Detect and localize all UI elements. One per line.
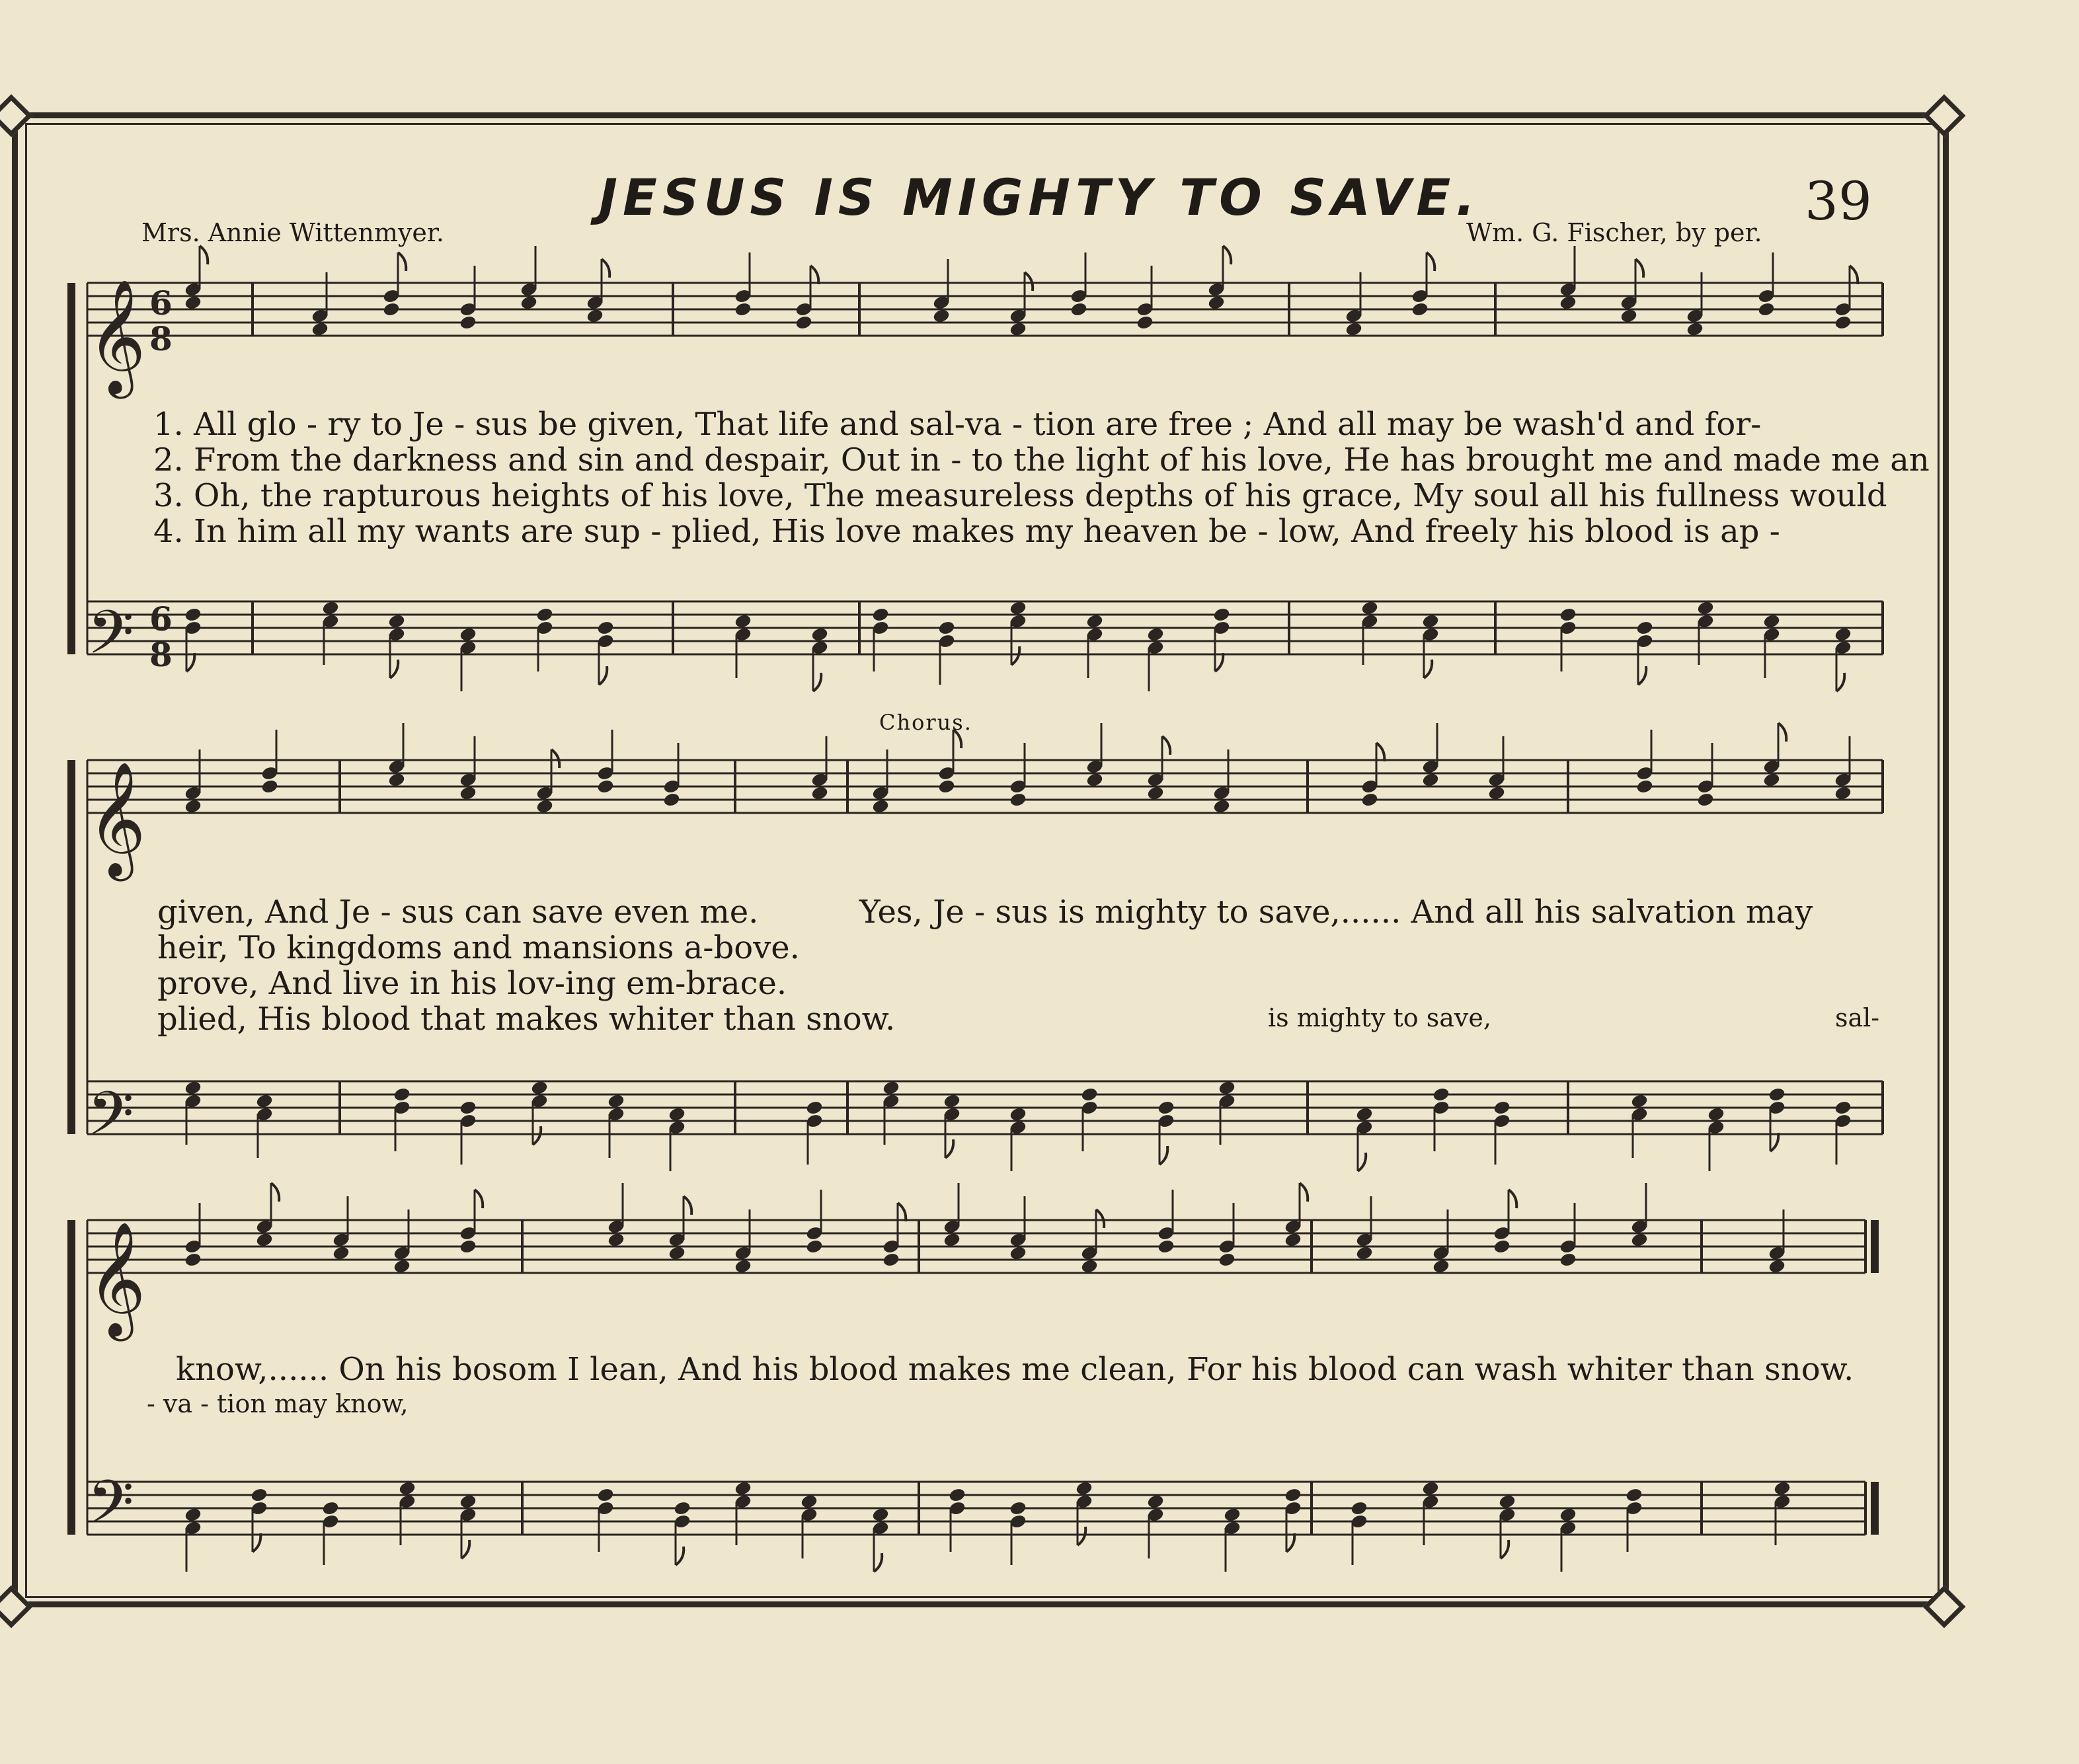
note-head: [883, 1252, 900, 1268]
note-head: [520, 295, 537, 311]
note-head: [1356, 1246, 1373, 1261]
note-flag: [551, 749, 559, 768]
note-head: [1009, 1107, 1027, 1122]
lyricist-credit: Mrs. Annie Wittenmyer.: [141, 218, 444, 247]
note-head: [949, 1488, 966, 1503]
note-head: [1626, 1488, 1643, 1503]
note-head: [1768, 1087, 1785, 1102]
note-head: [943, 1094, 961, 1109]
note-flag: [200, 246, 208, 264]
note-head: [459, 315, 477, 330]
note-flag: [398, 252, 406, 271]
note-head: [1284, 1488, 1302, 1503]
note-head: [1559, 607, 1577, 623]
note-head: [1631, 1233, 1648, 1248]
note-head: [333, 1246, 350, 1261]
bass-clef-icon: 𝄢: [87, 1079, 134, 1163]
note-head: [184, 295, 202, 311]
note-head: [1631, 1094, 1648, 1109]
note-head: [608, 1094, 625, 1109]
note-flag: [1096, 1209, 1104, 1228]
note-head: [811, 786, 828, 801]
note-head: [938, 621, 955, 636]
time-signature-top: 6: [149, 599, 173, 638]
verse-1: 1. All glo - ry to Je - sus be given, That life and sal-va - tion are free ; And all may be wash'd and for-: [153, 406, 1762, 443]
note-head: [1157, 1100, 1175, 1116]
note-head: [734, 614, 752, 629]
note-head: [1411, 302, 1429, 317]
note-head: [1422, 773, 1439, 788]
chorus-lyric-line-1: Yes, Je - sus is mighty to save,...... And all his salvation may: [859, 894, 1813, 931]
note-head: [393, 1087, 411, 1102]
note-flag: [1215, 653, 1223, 671]
note-head: [1081, 1087, 1098, 1102]
note-head: [1834, 786, 1852, 801]
note-head: [1147, 627, 1164, 642]
note-flag: [898, 1203, 906, 1221]
note-head: [674, 1501, 691, 1516]
note-head: [184, 799, 202, 814]
note-head: [399, 1481, 416, 1496]
chorus-bass-lyric-1: is mighty to save,: [1268, 1003, 1491, 1032]
note-head: [459, 1239, 477, 1254]
time-signature-top: 6: [149, 284, 173, 323]
note-head: [806, 1239, 823, 1254]
verse-2: 2. From the darkness and sin and despair, Out in - to the light of his love, He has brought me and made me an: [153, 441, 1930, 479]
treble-clef-icon: 𝄞: [87, 761, 146, 876]
note-flag: [1011, 646, 1019, 665]
note-head: [872, 1508, 889, 1523]
note-head: [1834, 315, 1852, 330]
note-head: [251, 1488, 268, 1503]
time-signature-bottom: 8: [149, 319, 173, 358]
note-flag: [1358, 1153, 1366, 1171]
note-head: [1351, 1501, 1368, 1516]
note-flag: [1850, 266, 1858, 284]
note-head: [1070, 302, 1087, 317]
note-flag: [461, 1540, 469, 1558]
note-head: [1224, 1508, 1241, 1523]
note-head: [1499, 1494, 1516, 1510]
note-head: [608, 1233, 625, 1248]
note-head: [801, 1494, 818, 1510]
note-flag: [602, 259, 609, 278]
note-head: [734, 1481, 752, 1496]
note-head: [938, 779, 955, 794]
verse-3-ending: prove, And live in his lov-ing em-brace.: [157, 965, 787, 1002]
note-flag: [1778, 723, 1786, 742]
note-head: [256, 1233, 273, 1248]
note-head: [943, 1233, 961, 1248]
note-flag: [810, 266, 818, 284]
note-head: [459, 786, 477, 801]
note-head: [388, 773, 405, 788]
treble-clef-icon: 𝄞: [87, 279, 146, 394]
note-head: [322, 1501, 339, 1516]
note-head: [1213, 607, 1230, 623]
note-head: [1076, 1481, 1093, 1496]
note-head: [811, 627, 828, 642]
note-head: [1686, 322, 1704, 337]
note-flag: [390, 660, 398, 678]
note-head: [1009, 1501, 1027, 1516]
note-flag: [1286, 1533, 1294, 1552]
note-head: [795, 315, 812, 330]
note-head: [1636, 621, 1653, 636]
note-head: [1157, 1239, 1175, 1254]
note-head: [1559, 1252, 1577, 1268]
note-flag: [1427, 252, 1434, 271]
note-head: [1081, 1259, 1098, 1274]
note-head: [1620, 309, 1637, 324]
verse-3: 3. Oh, the rapturous heights of his love, The measureless depths of his grace, My soul all his fullness would: [153, 477, 1887, 514]
note-head: [261, 779, 278, 794]
note-head: [1768, 1259, 1785, 1274]
note-flag: [1635, 259, 1643, 278]
note-flag: [1162, 736, 1170, 755]
note-head: [459, 1100, 477, 1116]
note-head: [393, 1259, 411, 1274]
note-head: [872, 607, 889, 623]
chorus-bass-lyric-2: - va - tion may know,: [147, 1389, 409, 1418]
note-flag: [1501, 1540, 1509, 1558]
note-head: [1147, 1494, 1164, 1510]
note-flag: [1300, 1183, 1308, 1202]
note-flag: [1770, 1133, 1778, 1151]
note-head: [1636, 779, 1653, 794]
note-flag: [1836, 673, 1844, 691]
chorus-lyric-line-2: know,...... On his bosom I lean, And his blood makes me clean, For his blood can wash whiter than snow.: [176, 1351, 1854, 1388]
note-head: [1009, 1246, 1027, 1261]
note-head: [1345, 322, 1362, 337]
note-head: [1284, 1233, 1302, 1248]
note-head: [1834, 1100, 1852, 1116]
note-head: [1356, 1107, 1373, 1122]
note-flag: [945, 1139, 953, 1158]
note-head: [1218, 1081, 1236, 1096]
note-head: [1559, 1508, 1577, 1523]
note-flag: [599, 666, 607, 685]
note-flag: [1424, 660, 1432, 678]
note-head: [1432, 1259, 1450, 1274]
chorus-bass-lyric-1-end: sal-: [1835, 1003, 1880, 1032]
note-head: [1697, 792, 1714, 808]
page-number: 39: [1805, 171, 1872, 232]
note-flag: [684, 1196, 691, 1215]
note-head: [1086, 773, 1103, 788]
note-head: [1763, 614, 1780, 629]
note-head: [806, 1100, 823, 1116]
note-head: [184, 1081, 202, 1096]
composer-credit: Wm. G. Fischer, by per.: [1466, 218, 1762, 247]
note-head: [883, 1081, 900, 1096]
note-head: [184, 607, 202, 623]
note-head: [1147, 786, 1164, 801]
note-head: [531, 1081, 548, 1096]
note-flag: [813, 673, 821, 691]
note-flag: [676, 1547, 684, 1565]
time-signature-bottom: 8: [149, 635, 173, 674]
hymn-title: JESUS IS MIGHTY TO SAVE.: [598, 168, 1481, 227]
note-head: [184, 1508, 202, 1523]
note-head: [1009, 601, 1027, 616]
bass-clef-icon: 𝄢: [87, 1467, 134, 1552]
treble-clef-icon: 𝄞: [87, 1221, 146, 1336]
note-head: [1758, 302, 1775, 317]
note-head: [1707, 1107, 1725, 1122]
note-head: [1493, 1239, 1510, 1254]
note-head: [1218, 1252, 1236, 1268]
note-head: [597, 621, 614, 636]
note-head: [586, 309, 604, 324]
note-head: [1208, 295, 1225, 311]
verse-4-ending: plied, His blood that makes whiter than snow.: [157, 1001, 896, 1038]
note-head: [1009, 322, 1027, 337]
verse-2-ending: heir, To kingdoms and mansions a-bove.: [157, 929, 800, 966]
note-head: [933, 309, 950, 324]
note-head: [1213, 799, 1230, 814]
note-head: [668, 1107, 686, 1122]
note-head: [1086, 614, 1103, 629]
note-head: [1834, 627, 1852, 642]
note-head: [383, 302, 400, 317]
note-head: [734, 302, 752, 317]
note-head: [256, 1094, 273, 1109]
note-head: [1697, 601, 1714, 616]
note-flag: [1223, 246, 1231, 264]
note-head: [311, 322, 329, 337]
note-head: [1488, 786, 1505, 801]
note-head: [1422, 1481, 1439, 1496]
note-flag: [1509, 1190, 1516, 1208]
note-flag: [271, 1183, 279, 1202]
note-head: [459, 627, 477, 642]
note-head: [322, 601, 339, 616]
note-head: [1763, 773, 1780, 788]
note-flag: [1638, 666, 1646, 685]
note-head: [663, 792, 680, 808]
verse-1-ending: given, And Je - sus can save even me.: [157, 894, 759, 931]
note-flag: [253, 1533, 260, 1552]
note-head: [459, 1494, 477, 1510]
note-head: [536, 799, 553, 814]
note-head: [668, 1246, 686, 1261]
note-head: [1009, 792, 1027, 808]
verse-4: 4. In him all my wants are sup - plied, His love makes my heaven be - low, And freely his blood is ap -: [153, 513, 1780, 550]
note-flag: [1078, 1527, 1085, 1545]
note-flag: [1159, 1146, 1167, 1165]
note-head: [597, 779, 614, 794]
note-head: [1361, 601, 1378, 616]
note-flag: [1376, 743, 1384, 761]
note-head: [388, 614, 405, 629]
bass-clef-icon: 𝄢: [87, 597, 134, 682]
note-head: [1361, 792, 1378, 808]
note-head: [1422, 614, 1439, 629]
note-head: [597, 1488, 614, 1503]
note-flag: [186, 653, 194, 671]
chorus-label: Chorus.: [879, 710, 972, 735]
note-head: [1559, 295, 1577, 311]
note-head: [872, 799, 889, 814]
note-head: [536, 607, 553, 623]
note-head: [734, 1259, 752, 1274]
note-head: [1774, 1481, 1791, 1496]
note-flag: [1025, 272, 1033, 291]
note-flag: [874, 1553, 882, 1572]
note-head: [1136, 315, 1154, 330]
note-flag: [533, 1126, 541, 1145]
note-head: [184, 1252, 202, 1268]
note-flag: [475, 1190, 483, 1208]
note-head: [1432, 1087, 1450, 1102]
note-head: [1493, 1100, 1510, 1116]
